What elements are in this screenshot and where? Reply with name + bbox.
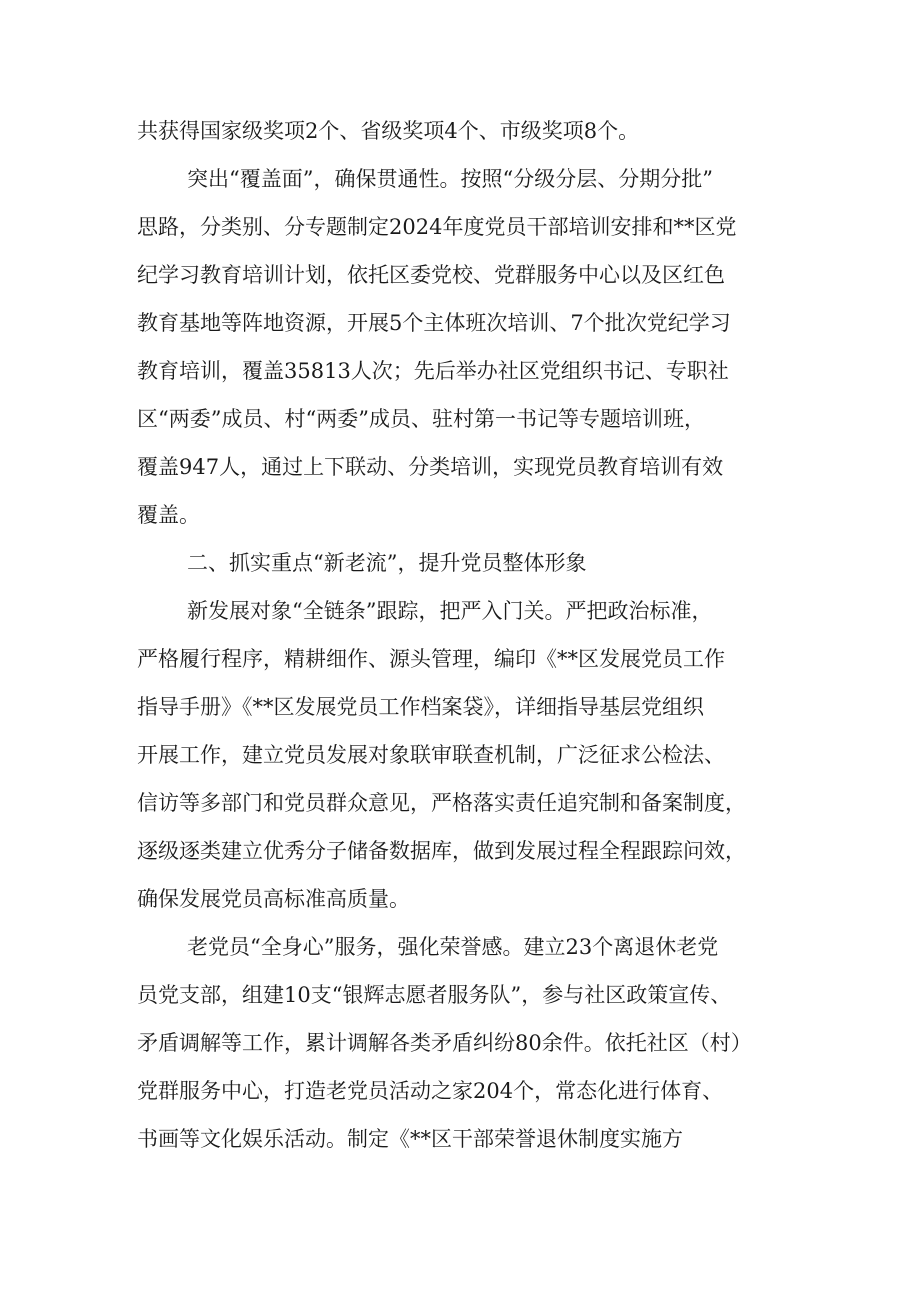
paragraph-line: 员党支部，组建10支“银辉志愿者服务队”，参与社区政策宣传、 [137,983,732,1007]
section-heading: 二、抓实重点“新老流”，提升党员整体形象 [187,551,587,575]
paragraph-line: 书画等文化娱乐活动。制定《**区干部荣誉退休制度实施方 [137,1127,683,1151]
paragraph-line: 教育培训，覆盖35813人次；先后举办社区党组织书记、专职社 [137,359,729,383]
paragraph-line: 新发展对象“全链条”跟踪，把严入门关。严把政治标准， [187,599,713,623]
paragraph-line: 逐级逐类建立优秀分子储备数据库，做到发展过程全程跟踪问效， [137,839,746,863]
paragraph-line: 教育基地等阵地资源，开展5个主体班次培训、7个批次党纪学习 [137,311,731,335]
paragraph-line: 纪学习教育培训计划，依托区委党校、党群服务中心以及区红色 [137,263,725,287]
paragraph-line: 信访等多部门和党员群众意见，严格落实责任追究制和备案制度， [137,791,746,815]
paragraph-line: 老党员“全身心”服务，强化荣誉感。建立23个离退休老党 [187,935,719,959]
paragraph-line: 严格履行程序，精耕细作、源头管理，编印《**区发展党员工作 [137,647,725,671]
paragraph-line: 覆盖。 [137,503,200,527]
paragraph-line: 突出“覆盖面”，确保贯通性。按照“分级分层、分期分批” [187,167,713,191]
paragraph-line: 党群服务中心，打造老党员活动之家204个，常态化进行体育、 [137,1079,724,1103]
paragraph-line: 区“两委”成员、村“两委”成员、驻村第一书记等专题培训班， [137,407,705,431]
paragraph-line: 思路，分类别、分专题制定2024年度党员干部培训安排和**区党 [137,215,737,239]
paragraph-line: 矛盾调解等工作，累计调解各类矛盾纠纷80余件。依托社区（村） [137,1031,752,1055]
paragraph-line: 共获得国家级奖项2个、省级奖项4个、市级奖项8个。 [137,119,640,143]
paragraph-line: 覆盖947人，通过上下联动、分类培训，实现党员教育培训有效 [137,455,724,479]
paragraph-line: 开展工作，建立党员发展对象联审联查机制，广泛征求公检法、 [137,743,725,767]
paragraph-line: 确保发展党员高标准高质量。 [137,887,410,911]
paragraph-line: 指导手册》《**区发展党员工作档案袋》，详细指导基层党组织 [137,695,704,719]
